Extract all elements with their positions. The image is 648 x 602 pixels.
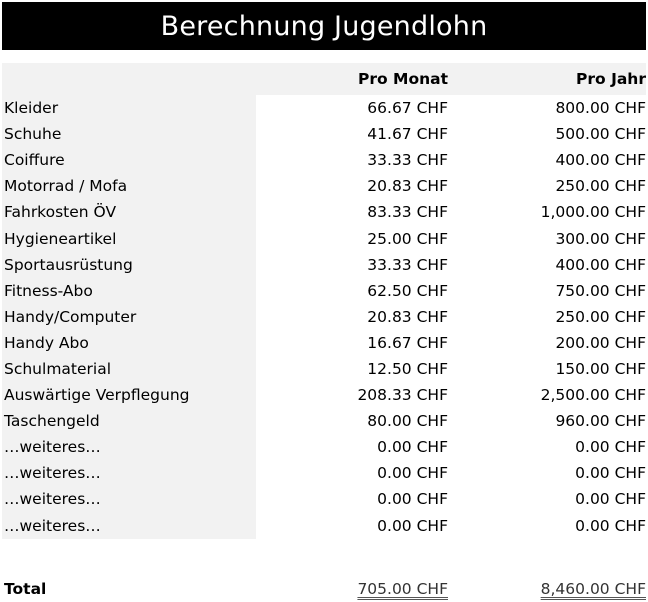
row-label: Auswärtige Verpflegung bbox=[2, 382, 256, 408]
row-year-value: 0.00 CHF bbox=[575, 516, 646, 535]
table-row bbox=[2, 95, 646, 121]
row-label: Handy/Computer bbox=[2, 304, 256, 330]
page-title: Berechnung Jugendlohn bbox=[2, 2, 646, 50]
row-year-value: 0.00 CHF bbox=[575, 438, 646, 457]
row-label: Motorrad / Mofa bbox=[2, 173, 256, 199]
row-label: Coiffure bbox=[2, 147, 256, 173]
table-row bbox=[2, 513, 646, 539]
row-label: Sportausrüstung bbox=[2, 252, 256, 278]
row-month-value: 66.67 CHF bbox=[367, 99, 448, 118]
table-row bbox=[2, 486, 646, 512]
row-year-value: 150.00 CHF bbox=[555, 359, 646, 378]
table-row bbox=[2, 434, 646, 460]
row-year-value: 1,000.00 CHF bbox=[540, 203, 646, 222]
total-row bbox=[2, 576, 646, 602]
total-month-value: 705.00 CHF bbox=[357, 579, 448, 598]
row-month-value: 83.33 CHF bbox=[367, 203, 448, 222]
row-month-value: 20.83 CHF bbox=[367, 177, 448, 196]
row-year-value: 0.00 CHF bbox=[575, 490, 646, 509]
row-month-value: 25.00 CHF bbox=[367, 229, 448, 248]
table-row bbox=[2, 147, 646, 173]
row-year-value: 500.00 CHF bbox=[555, 125, 646, 144]
row-month-value: 62.50 CHF bbox=[367, 281, 448, 300]
row-year-value: 750.00 CHF bbox=[555, 281, 646, 300]
row-label: Schulmaterial bbox=[2, 356, 256, 382]
row-label: …weiteres… bbox=[2, 513, 256, 539]
total-month-cell bbox=[256, 580, 448, 598]
table-row bbox=[2, 382, 646, 408]
table-row bbox=[2, 121, 646, 147]
row-year-value: 400.00 CHF bbox=[555, 255, 646, 274]
row-year-value: 0.00 CHF bbox=[575, 464, 646, 483]
table-row bbox=[2, 199, 646, 225]
row-month-value: 208.33 CHF bbox=[357, 386, 448, 405]
row-year-value: 300.00 CHF bbox=[555, 229, 646, 248]
row-year-value: 960.00 CHF bbox=[555, 412, 646, 431]
row-month-value: 0.00 CHF bbox=[377, 438, 448, 457]
row-month-value: 0.00 CHF bbox=[377, 464, 448, 483]
table-row bbox=[2, 408, 646, 434]
row-month-value: 16.67 CHF bbox=[367, 333, 448, 352]
row-label: Fahrkosten ÖV bbox=[2, 199, 256, 225]
row-year-value: 400.00 CHF bbox=[555, 151, 646, 170]
header-pro-jahr: Pro Jahr bbox=[448, 63, 646, 95]
table-body bbox=[2, 95, 646, 539]
table-row bbox=[2, 225, 646, 251]
table-header-row bbox=[2, 63, 646, 95]
row-year-value: 2,500.00 CHF bbox=[540, 386, 646, 405]
header-pro-monat: Pro Monat bbox=[256, 63, 448, 95]
row-month-value: 41.67 CHF bbox=[367, 125, 448, 144]
table-row bbox=[2, 173, 646, 199]
row-label: Fitness-Abo bbox=[2, 278, 256, 304]
row-label: Taschengeld bbox=[2, 408, 256, 434]
row-month-value: 0.00 CHF bbox=[377, 490, 448, 509]
table-spacer bbox=[2, 539, 646, 576]
table-row bbox=[2, 252, 646, 278]
row-label: …weiteres… bbox=[2, 460, 256, 486]
row-month-value: 80.00 CHF bbox=[367, 412, 448, 431]
total-year-value: 8,460.00 CHF bbox=[540, 579, 646, 598]
table-row bbox=[2, 330, 646, 356]
row-label: Handy Abo bbox=[2, 330, 256, 356]
row-label: Hygieneartikel bbox=[2, 225, 256, 251]
total-label: Total bbox=[4, 579, 47, 598]
row-month-value: 20.83 CHF bbox=[367, 307, 448, 326]
row-year-value: 800.00 CHF bbox=[555, 99, 646, 118]
row-month-value: 33.33 CHF bbox=[367, 255, 448, 274]
row-year-value: 250.00 CHF bbox=[555, 307, 646, 326]
row-year-value: 200.00 CHF bbox=[555, 333, 646, 352]
table-row bbox=[2, 304, 646, 330]
jugendlohn-table bbox=[2, 63, 646, 602]
table-row bbox=[2, 356, 646, 382]
table-row bbox=[2, 278, 646, 304]
row-month-value: 33.33 CHF bbox=[367, 151, 448, 170]
row-label: …weiteres… bbox=[2, 434, 256, 460]
row-month-value: 12.50 CHF bbox=[367, 359, 448, 378]
row-label: …weiteres… bbox=[2, 486, 256, 512]
row-label: Kleider bbox=[2, 95, 256, 121]
row-year-value: 250.00 CHF bbox=[555, 177, 646, 196]
row-label: Schuhe bbox=[2, 121, 256, 147]
total-year-cell bbox=[448, 580, 646, 598]
row-month-value: 0.00 CHF bbox=[377, 516, 448, 535]
table-row bbox=[2, 460, 646, 486]
header-label-cell bbox=[2, 63, 256, 95]
